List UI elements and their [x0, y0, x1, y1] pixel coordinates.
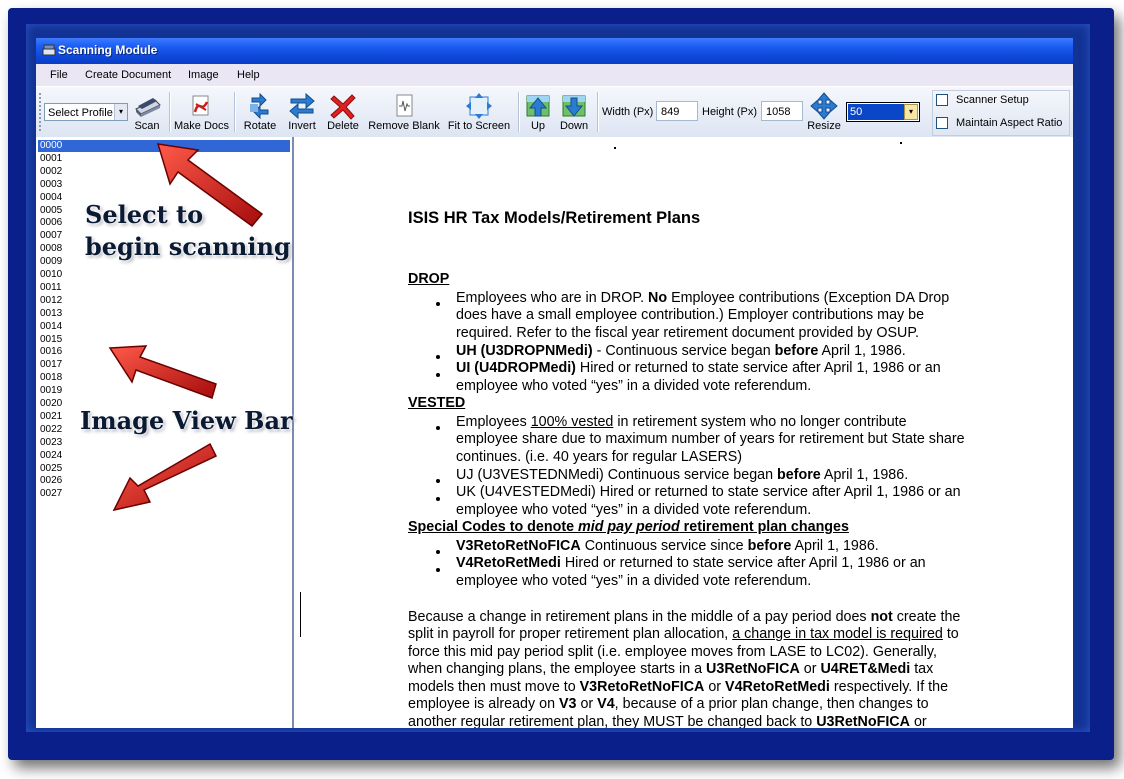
bullet	[436, 568, 440, 572]
doc-line: continues. (i.e. 40 years for regular LASERS)	[456, 449, 743, 465]
invert-arrows-icon	[288, 92, 316, 120]
toolbar-separator	[597, 92, 599, 132]
menu-image[interactable]: Image	[188, 69, 219, 81]
page-list-item[interactable]: 0016	[40, 346, 63, 358]
page-list-item[interactable]: 0005	[40, 204, 63, 216]
doc-line: employee share due to maximum number of years for retirement but State share	[456, 431, 965, 447]
page-list-item[interactable]: 0007	[40, 230, 63, 242]
doc-line: Because a change in retirement plans in the middle of a pay period does not create the	[408, 609, 961, 625]
bullet	[436, 497, 440, 501]
special-codes-heading: Special Codes to denote mid pay period retirement plan changes	[408, 519, 849, 535]
page-list-item[interactable]: 0011	[40, 281, 62, 293]
rotate-icon	[246, 92, 274, 120]
up-button[interactable]	[523, 89, 553, 135]
doc-line: models then must move to V3RetoRetNoFICA or V4RetoRetMedi respectively. If the	[408, 679, 949, 695]
page-list-item[interactable]: 0015	[40, 333, 63, 345]
fit-to-screen-button[interactable]	[446, 89, 512, 135]
doc-line: required. Refer to the fiscal year retirement document provided by OSUP.	[456, 325, 920, 341]
doc-line: Employees 100% vested in retirement system who no longer contribute	[456, 414, 907, 430]
fit-to-screen-label: Fit to Screen	[447, 120, 511, 132]
width-value: 849	[661, 106, 680, 118]
page-list-item[interactable]: 0004	[40, 191, 63, 203]
page-list-item[interactable]: 0002	[40, 165, 63, 177]
doc-line: employee who voted “yes” in a divided vote referendum.	[456, 502, 812, 518]
page-list-item[interactable]: 0027	[40, 488, 63, 500]
doc-line: Employees who are in DROP. No Employee contributions (Exception DA Drop	[456, 290, 950, 306]
zoom-select[interactable]	[846, 102, 920, 122]
page-list-item[interactable]: 0023	[40, 436, 63, 448]
down-button[interactable]	[556, 89, 592, 135]
toolbar	[36, 86, 1073, 138]
page-list-item[interactable]: 0024	[40, 449, 63, 461]
remove-blank-button[interactable]	[368, 89, 440, 135]
zoom-value: 50	[848, 104, 904, 120]
make-docs-button[interactable]	[174, 89, 228, 135]
move-up-icon	[524, 92, 552, 120]
menu-help[interactable]: Help	[237, 69, 260, 81]
page-list-item[interactable]: 0025	[40, 462, 63, 474]
menu-file[interactable]: File	[50, 69, 68, 81]
up-label: Up	[530, 120, 546, 132]
doc-line: when changing plans, the employee starts in a U3RetNoFICA or U4RET&Medi tax	[408, 661, 934, 677]
page-list-item[interactable]: 0017	[40, 359, 63, 371]
fit-to-screen-icon	[465, 92, 493, 120]
scanner-setup-checkbox[interactable]	[936, 94, 948, 106]
bullet	[436, 550, 440, 554]
menu-bar	[36, 64, 1073, 86]
remove-blank-page-icon	[390, 92, 418, 120]
height-value: 1058	[766, 106, 791, 118]
bullet	[436, 479, 440, 483]
page-list-item[interactable]: 0008	[40, 243, 63, 255]
bullet	[436, 302, 440, 306]
page-list-item[interactable]: 0010	[40, 269, 63, 280]
page-list-item[interactable]: 0009	[40, 256, 63, 268]
doc-line: does have a small employee contribution.) Employer contributions may be	[456, 307, 925, 323]
toolbar-separator	[169, 92, 171, 132]
remove-blank-label: Remove Blank	[368, 120, 440, 132]
annotation-image-view-bar: Image View Bar	[80, 406, 293, 435]
page-list-item[interactable]: 0018	[40, 372, 63, 384]
invert-button[interactable]	[285, 89, 319, 135]
doc-line: UJ (U3VESTEDNMedi) Continuous service began before April 1, 1986.	[456, 467, 909, 483]
page-list-item[interactable]: 0012	[40, 294, 63, 306]
chevron-down-icon[interactable]: ▾	[904, 104, 918, 120]
menu-create-document[interactable]: Create Document	[85, 69, 172, 81]
vested-heading: VESTED	[408, 395, 466, 411]
make-docs-icon	[187, 92, 215, 120]
page-list-item[interactable]: 0014	[40, 320, 63, 332]
rotate-button[interactable]	[241, 89, 279, 135]
toolbar-separator	[234, 92, 236, 132]
page-list-item[interactable]: 0006	[40, 217, 63, 229]
toolbar-separator	[518, 92, 520, 132]
doc-line: UH (U3DROPNMedi) - Continuous service began before April 1, 1986.	[456, 343, 906, 359]
doc-title: ISIS HR Tax Models/Retirement Plans	[408, 209, 701, 227]
scan-edge-mark	[300, 592, 301, 637]
annotation-select-line1: Select to	[85, 200, 204, 229]
height-label: Height (Px)	[702, 106, 758, 118]
page-list-item[interactable]: 0026	[40, 475, 63, 487]
page-list-item[interactable]: 0013	[40, 307, 63, 319]
bullet	[436, 426, 440, 430]
drop-heading: DROP	[408, 271, 450, 287]
maintain-aspect-ratio-checkbox[interactable]	[936, 117, 948, 129]
scan-speck	[614, 147, 616, 149]
scanner-icon	[133, 92, 161, 120]
page-list-item[interactable]: 0000	[38, 140, 290, 152]
width-field[interactable]	[656, 101, 698, 121]
height-field[interactable]	[761, 101, 803, 121]
resize-button[interactable]	[804, 89, 844, 135]
chevron-down-icon[interactable]: ▾	[114, 104, 127, 120]
doc-line: UI (U4DROPMedi) Hired or returned to state service after April 1, 1986 or an	[456, 360, 941, 376]
doc-line: UK (U4VESTEDMedi) Hired or returned to state service after April 1, 1986 or an	[456, 484, 961, 500]
page-list-item[interactable]: 0019	[40, 385, 63, 397]
doc-line: split in payroll for proper retirement plan allocation, a change in tax model is required to	[408, 626, 959, 642]
doc-line: force this mid pay period split (i.e. employee moves from LASE to LC02). Generally,	[408, 644, 937, 660]
window-title: Scanning Module	[58, 43, 158, 57]
move-down-icon	[560, 92, 588, 120]
scanner-setup-label: Scanner Setup	[956, 94, 1029, 106]
make-docs-label: Make Docs	[174, 120, 230, 132]
scan-button[interactable]	[130, 89, 164, 135]
scan-label: Scan	[134, 120, 160, 132]
page-list-item[interactable]: 0020	[40, 398, 63, 409]
page-list-item[interactable]: 0003	[40, 178, 63, 190]
document-view	[294, 137, 1073, 728]
scan-speck	[900, 142, 902, 144]
maintain-aspect-ratio-label: Maintain Aspect Ratio	[956, 117, 1063, 129]
page-list-item[interactable]: 0001	[40, 152, 63, 164]
toolbar-grip[interactable]	[39, 93, 43, 131]
doc-line: employee who voted “yes” in a divided vote referendum.	[456, 378, 812, 394]
width-label: Width (Px)	[602, 106, 654, 118]
resize-label: Resize	[807, 120, 841, 132]
doc-line: another regular retirement plan, they MUST be changed back to U3RetNoFICA or	[408, 714, 927, 728]
delete-button[interactable]	[325, 89, 361, 135]
down-label: Down	[559, 120, 589, 132]
doc-line: employee is already on V3 or V4, because of a prior plan change, then changes to	[408, 696, 929, 712]
profile-select[interactable]	[44, 103, 128, 121]
annotation-select-line2: begin scanning	[85, 232, 291, 261]
delete-label: Delete	[327, 120, 359, 132]
red-arrow-icon	[106, 340, 220, 402]
doc-line: V4RetoRetMedi Hired or returned to state service after April 1, 1986 or an	[456, 555, 926, 571]
doc-line: employee who voted “yes” in a divided vote referendum.	[456, 573, 812, 589]
rotate-label: Rotate	[243, 120, 277, 132]
profile-select-value: Select Profile	[48, 107, 113, 119]
bullet	[436, 355, 440, 359]
delete-x-icon	[329, 92, 357, 120]
invert-label: Invert	[288, 120, 316, 132]
doc-line: V3RetoRetNoFICA Continuous service since before April 1, 1986.	[456, 538, 879, 554]
page-list-item[interactable]: 0022	[40, 423, 63, 435]
scanner-app-icon	[42, 44, 56, 56]
title-bar	[36, 38, 1073, 64]
red-arrow-icon	[110, 440, 220, 514]
bullet	[436, 373, 440, 377]
resize-arrows-icon	[810, 92, 838, 120]
page-list-item[interactable]: 0021	[40, 410, 63, 422]
